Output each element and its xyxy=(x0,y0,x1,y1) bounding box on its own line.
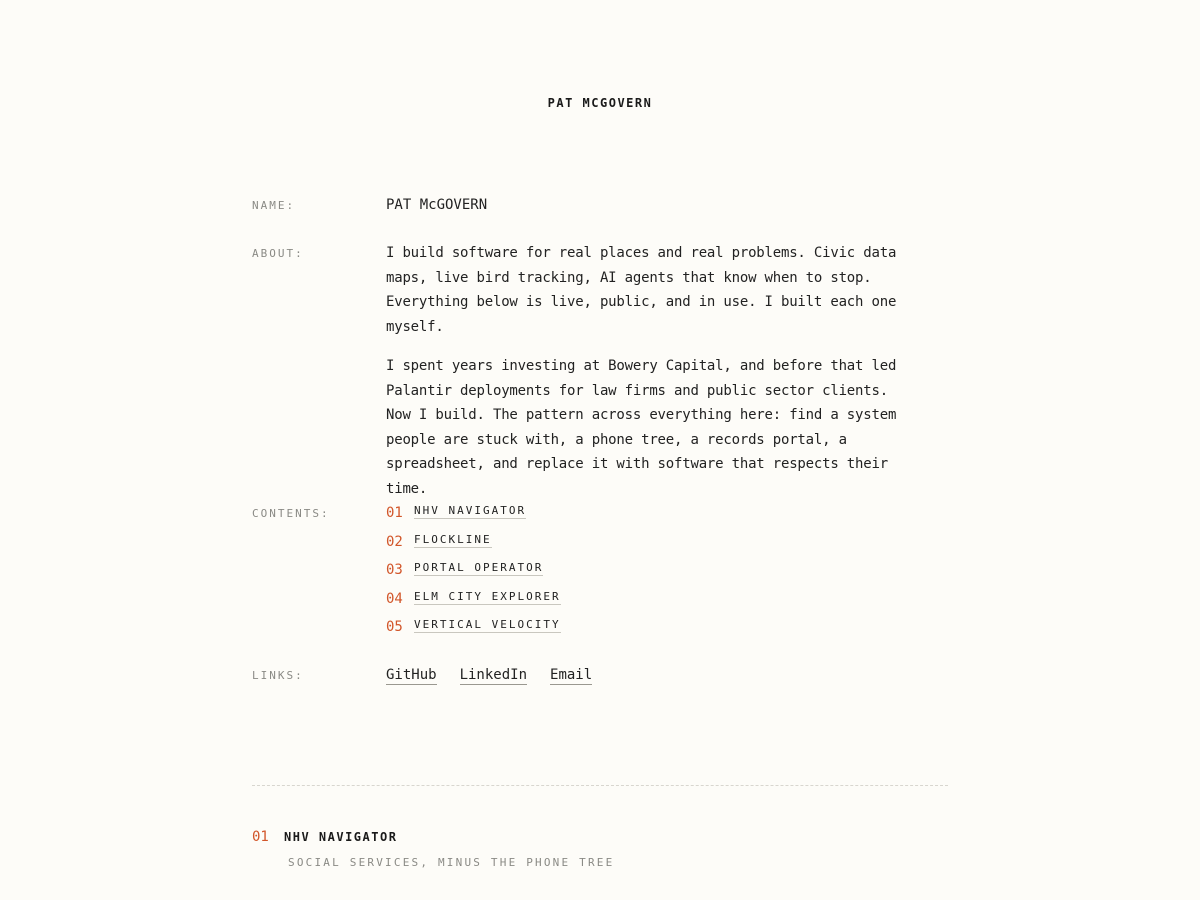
contents-link-elm-city-explorer[interactable]: ELM CITY EXPLORER xyxy=(414,589,561,603)
contents-item xyxy=(386,533,916,562)
site-title: PAT MCGOVERN xyxy=(547,96,653,110)
name-value: PAT McGOVERN xyxy=(386,197,488,213)
contents-number: 04 xyxy=(386,590,403,607)
contents-number: 02 xyxy=(386,533,403,550)
contents-number: 01 xyxy=(386,505,403,521)
contents-link-vertical-velocity[interactable]: VERTICAL VELOCITY xyxy=(414,618,561,631)
contents-link-flockline[interactable]: FLOCKLINE xyxy=(414,532,492,546)
about-paragraph: I build software for real places and real problems. Civic data maps, live bird tracking, AI agents that know when to stop. Everything below is live, public, and in use. I built each one myself. xyxy=(386,245,897,335)
contents-item xyxy=(386,590,916,619)
contents-item xyxy=(386,561,916,590)
contents-item xyxy=(386,618,916,647)
github-link[interactable]: GitHub xyxy=(386,667,437,683)
about-text xyxy=(386,241,916,516)
contents-link-portal-operator[interactable]: PORTAL OPERATOR xyxy=(414,561,544,574)
contents-number: 05 xyxy=(386,619,403,635)
contents-item xyxy=(386,504,916,533)
about-paragraph: I spent years investing at Bowery Capital, and before that led Palantir deployments for law firms and public sector clients. Now I build. The pattern across everything here: find a system people are stuck with, a phone tree, a records portal, a spreadsheet, and replace it with software that respects their time. xyxy=(386,358,897,497)
section-subtitle: SOCIAL SERVICES, MINUS THE PHONE TREE xyxy=(288,856,615,869)
external-links xyxy=(386,667,916,685)
section-divider xyxy=(252,785,948,786)
contents-label: CONTENTS: xyxy=(252,507,330,520)
about-label: ABOUT: xyxy=(252,247,304,260)
links-label: LINKS: xyxy=(252,669,304,682)
email-link[interactable]: Email xyxy=(550,667,593,683)
contents-number: 03 xyxy=(386,562,403,578)
section-header xyxy=(252,829,397,845)
name-label: NAME: xyxy=(252,199,296,212)
contents-nav xyxy=(386,504,916,647)
section-title: NHV NAVIGATOR xyxy=(284,830,398,844)
contents-list xyxy=(386,504,916,647)
section-number: 01 xyxy=(252,829,269,845)
linkedin-link[interactable]: LinkedIn xyxy=(459,667,528,683)
contents-link-nhv-navigator[interactable]: NHV NAVIGATOR xyxy=(414,504,527,517)
